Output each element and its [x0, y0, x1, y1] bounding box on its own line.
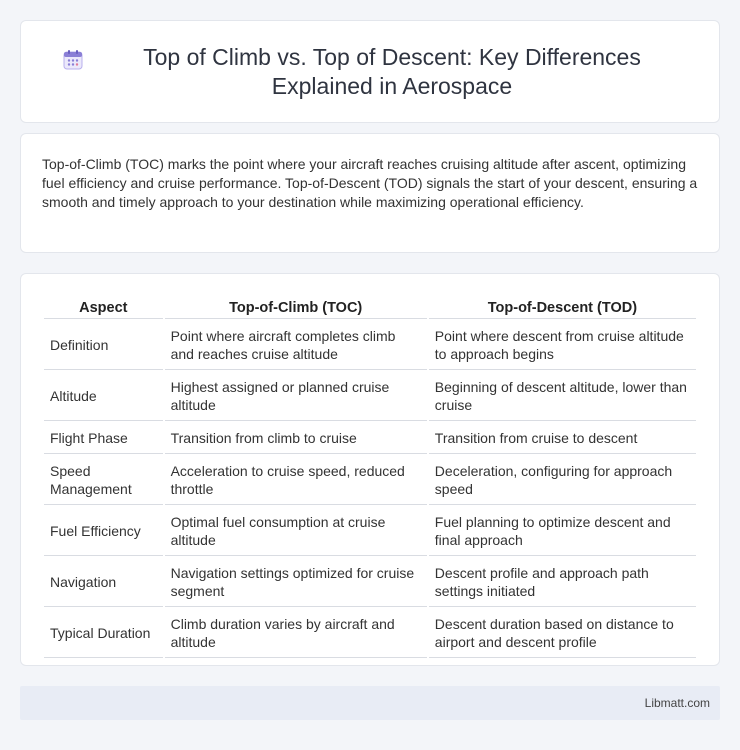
table-row [44, 609, 696, 658]
row-tod: Transition from cruise to descent [429, 423, 696, 454]
row-aspect: Flight Phase [44, 423, 163, 454]
row-aspect: Fuel Efficiency [44, 507, 163, 556]
table-row [44, 558, 696, 607]
row-toc: Navigation settings optimized for cruise segment [165, 558, 427, 607]
page-title: Top of Climb vs. Top of Descent: Key Differences Explained in Aerospace [143, 43, 641, 99]
intro-paragraph: Top-of-Climb (TOC) marks the point where your aircraft reaches cruising altitude after ascent, optimizing fuel efficiency and cruise performance. Top-of-Descent (TOD) signals the start of your descent, ensuring a smooth and timely approach to your destination while maximizing operational efficiency. [42, 156, 698, 210]
table-row [44, 456, 696, 505]
table-header-row [44, 296, 696, 319]
intro-card [20, 133, 720, 253]
header-toc: Top-of-Climb (TOC) [165, 296, 427, 319]
row-tod: Point where descent from cruise altitude to approach begins [429, 321, 696, 370]
row-tod: Beginning of descent altitude, lower than cruise [429, 372, 696, 421]
row-tod: Descent duration based on distance to airport and descent profile [429, 609, 696, 658]
calendar-icon [61, 48, 85, 72]
row-tod: Fuel planning to optimize descent and final approach [429, 507, 696, 556]
header-aspect: Aspect [44, 296, 163, 319]
header-tod: Top-of-Descent (TOD) [429, 296, 696, 319]
row-aspect: Navigation [44, 558, 163, 607]
row-toc: Point where aircraft completes climb and reaches cruise altitude [165, 321, 427, 370]
footer-brand-link[interactable]: Libmatt.com [644, 696, 710, 710]
title-card [20, 20, 720, 123]
row-aspect: Typical Duration [44, 609, 163, 658]
row-aspect: Definition [44, 321, 163, 370]
table-row [44, 372, 696, 421]
row-toc: Transition from climb to cruise [165, 423, 427, 454]
row-toc: Acceleration to cruise speed, reduced throttle [165, 456, 427, 505]
row-aspect: Speed Management [44, 456, 163, 505]
row-toc: Optimal fuel consumption at cruise altitude [165, 507, 427, 556]
footer-bar [20, 686, 720, 720]
comparison-table [42, 294, 698, 660]
row-toc: Climb duration varies by aircraft and altitude [165, 609, 427, 658]
row-aspect: Altitude [44, 372, 163, 421]
table-row [44, 423, 696, 454]
title-wrap [61, 43, 679, 101]
comparison-table-card [20, 273, 720, 666]
row-toc: Highest assigned or planned cruise altitude [165, 372, 427, 421]
table-row [44, 321, 696, 370]
table-row [44, 507, 696, 556]
row-tod: Descent profile and approach path settings initiated [429, 558, 696, 607]
row-tod: Deceleration, configuring for approach speed [429, 456, 696, 505]
